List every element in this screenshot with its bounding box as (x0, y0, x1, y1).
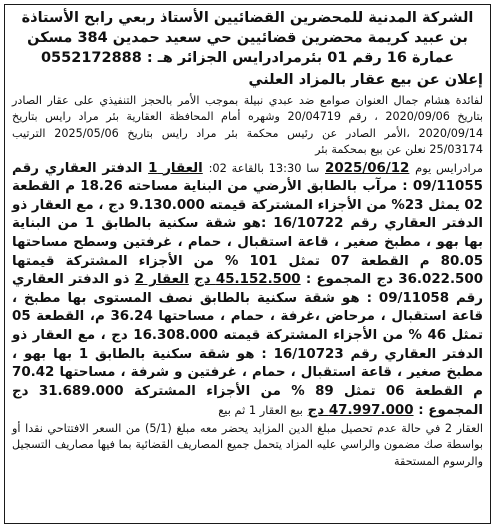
notice-title: إعلان عن بيع عقار بالمزاد العلني (248, 72, 483, 88)
notice-header (12, 8, 483, 68)
intro-paragraph: لفائدة هشام جمال العنوان صوامع ضد عبدي نبيلة بموجب الأمر بالحجز التنفيذي على عقار الصادر بتاريخ 2020/09/06 ، رقم 20/04719 وشهره أمام المحافظة العقارية بئر مراد رايس بتاريخ 2020/09/14 ،الأمر الصادر عن رئيس محكمة بئر مراد رايس بتاريخ 2025/05/06 الترتيب 25/03174 نعلن عن بيع بمحكمة بئر (12, 94, 483, 157)
lot-2-total: 47.997.000 دج (307, 403, 414, 419)
lot-2-tail: بيع العقار 1 ثم بيع (218, 403, 303, 418)
lot-2-label: العقار 2 (134, 272, 189, 288)
header-line-3: عمارة 16 رقم 01 بئرمرادرايس الجزائر هـ : 0552172888 (40, 50, 455, 66)
lot-1-text: الدفتر العقاري رقم 09/11055 : مرآب بالطابق الأرضي من البناية مساحته 18.26 م القطعة 02 يمثل 23% من الأجزاء المشتركة قيمته 9.130.000 دج ، مع العقار ذو الدفتر العقاري رقم 16/10722 :هو شقة سكنية بالطابق 1 من البناية بها بهو ، مطبخ صغير ، قاعة استقبال ، حمام ، غرفتين وسطح مساحتها 80.05 م القطعة 07 تمثل 101 % من الأجزاء المشتركة قيمتها 36.022.500 دج المجموع : (12, 160, 484, 288)
details-lead: مرادرايس يوم (415, 160, 484, 175)
header-line-2: بن عبيد كريمة محضرين قضائيين حي سعيد حمدين 384 مسكن (27, 30, 468, 46)
property-details (12, 159, 483, 421)
sale-time: سا 13:30 بالقاعة 02: (208, 160, 320, 175)
lot-1-label: العقار 1 (148, 160, 203, 176)
sale-date: 2025/06/12 (325, 160, 410, 176)
header-line-1: الشركة المدنية للمحضرين القضائيين الأستاذ ربعي رابح الأستاذة (21, 10, 474, 26)
legal-notice (4, 4, 491, 524)
lot-1-total: 45.152.500 دج (194, 272, 301, 288)
lot-2-text: ذو الدفتر العقاري رقم 09/11058 : هو شقة سكنية بالطابق نصف المستوى بها مطبخ ، قاعة استقبال ، مرحاض ،غرفة ، حمام ، مساحتها 36.24 م، القطعة 05 تمثل 46 % من الأجزاء المشتركة قيمته 16.308.000 دج ، مع العقار ذو الدفتر العقاري رقم 16/10723 : هو شقة سكنية بالطابق 1 بها بهو ، مطبخ صغير ، قاعة استقبال ، حمام ، غرفتين و شرفة ، مساحتها 70.42 م القطعة 06 تمثل 89 % من الأجزاء المشتركة 31.689.000 دج المجموع : (12, 272, 483, 419)
closing-paragraph: العقار 2 في حالة عدم تحصيل مبلغ الدين المزايد يحضر معه مبلغ (5/1) من السعر الافتتاحي نقدا أو بواسطة صك مضمون والراسي عليه المزاد يتحمل جميع المصاريف القضائية بما فيها مصاريف التسجيل والرسوم المستحقة (12, 421, 483, 468)
